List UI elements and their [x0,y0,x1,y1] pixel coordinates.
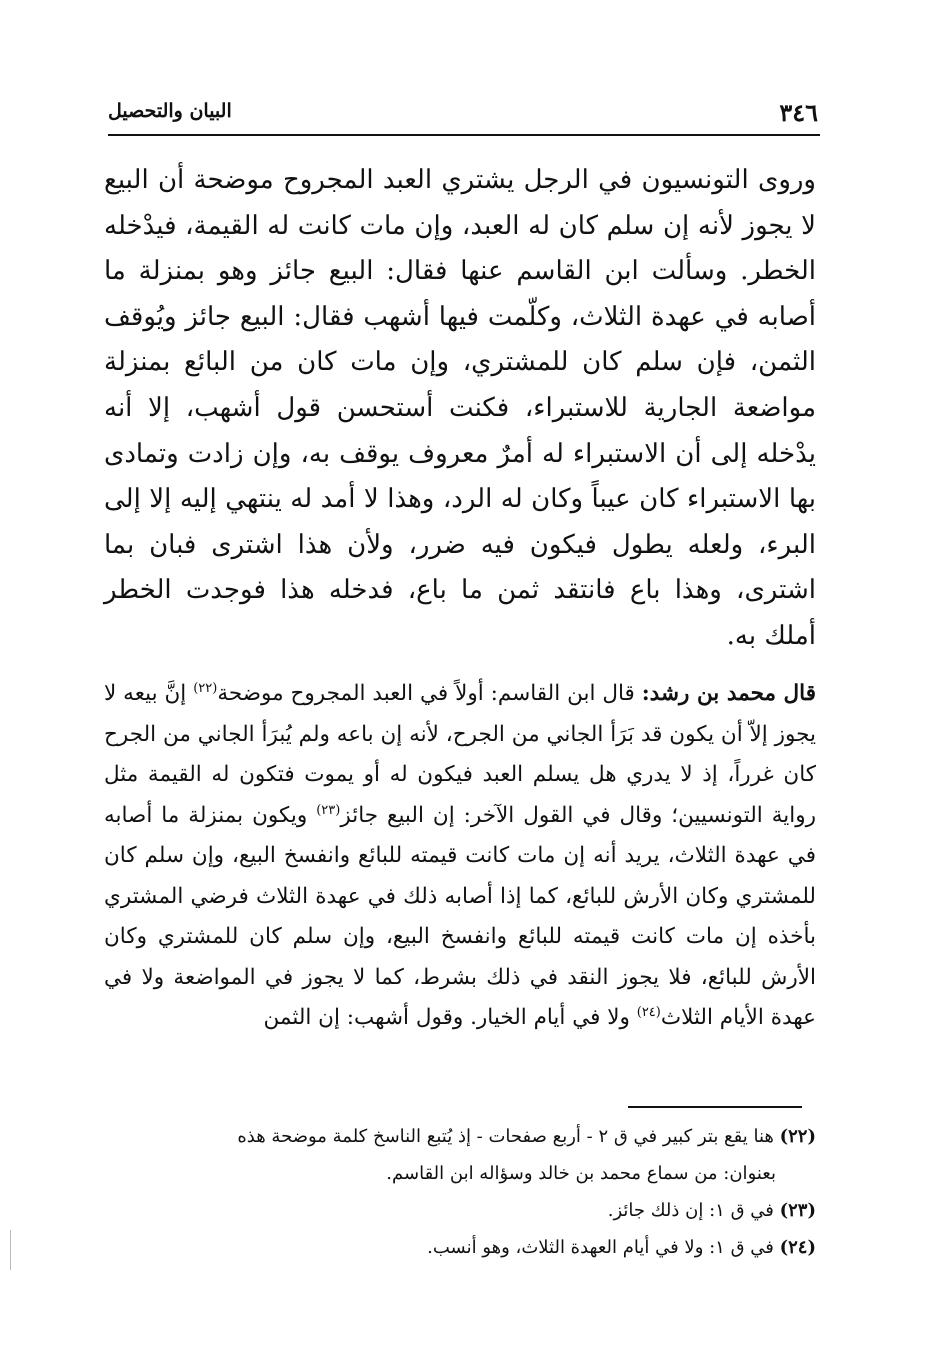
speaker-label: قال محمد بن رشد: [641,681,817,706]
footnote-number: (٢٢) [779,1126,816,1147]
footnote-22 [104,1120,816,1153]
footnote-number: (٢٣) [779,1200,816,1221]
paragraph-commentary [104,674,816,1039]
footnote-24 [104,1231,816,1264]
commentary-part: قال ابن القاسم: أولاً في العبد المجروح موضحة [217,681,642,706]
footnote-text: في ق ١: إن ذلك جائز. [607,1200,780,1221]
footnote-23 [104,1194,816,1227]
paragraph-text: وروى التونسيون في الرجل يشتري العبد المجروح موضحة أن البيع لا يجوز لأنه إن سلم كان له العبد، وإن مات كانت له القيمة، فيدْخله الخطر. وسألت ابن القاسم عنها فقال: البيع جائز وهو بمنزلة ما أصابه في عهدة الثلاث، وكلّمت فيها أشهب فقال: البيع جائز ويُوقف الثمن، فإن سلم كان للمشتري، وإن مات كان من البائع بمنزلة مواضعة الجارية للاستبراء، فكنت أستحسن قول أشهب، إلا أنه يدْخله إلى أن الاستبراء له أمرٌ معروف يوقف به، وإن زادت وتمادى بها الاستبراء كان عيباً وكان له الرد، وهذا لا أمد له ينتهي إليه إلا إلى البرء، ولعله يطول فيكون فيه ضرر، ولأن هذا اشترى فبان بما اشترى، وهذا باع فانتقد ثمن ما باع، فدخله هذا فوجدت الخطر أملك به. [104,165,816,651]
page-number: ٣٤٦ [779,98,818,127]
footnote-22-continuation: بعنوان: من سماع محمد بن خالد وسؤاله ابن القاسم. [386,1163,776,1184]
footnote-ref-23: (٢٣) [316,802,341,818]
footnote-text: هنا يقع بتر كبير في ق ٢ - أربع صفحات - إذ يُتبع الناسخ كلمة موضحة هذه [237,1126,780,1147]
header-divider [108,134,820,136]
commentary-part: إنَّ بيعه لا يجوز إلاّ أن يكون قد بَرَأ الجاني من الجرح، لأنه إن باعه ولم يُبرَأ الجاني من الجرح كان غرراً، إذ لا يدري هل يسلم العبد فيكون له أو يموت فتكون له القيمة مثل رواية التونسيين؛ وقال في القول الآخر: إن البيع جائز [104,681,816,828]
footnote-ref-24: (٢٤) [636,1004,661,1020]
commentary-part: ولا في أيام الخيار. وقول أشهب: إن الثمن [263,1005,637,1030]
commentary-text [104,674,816,1039]
scan-margin-mark [10,1230,11,1270]
paragraph-narration [104,158,816,660]
footnote-ref-22: (٢٢) [193,680,218,696]
footnotes [104,1120,816,1268]
page-header [108,96,818,130]
footnote-number: (٢٤) [779,1237,816,1258]
footnote-text: في ق ١: ولا في أيام العهدة الثلاث، وهو أنسب. [427,1237,780,1258]
footnote-divider [628,1106,802,1108]
running-title: البيان والتحصيل [108,100,232,122]
commentary-part: ويكون بمنزلة ما أصابه في عهدة الثلاث، يريد أنه إن مات كانت قيمته للبائع وانفسخ البيع، وإن سلم كان للمشتري وكان الأرش للبائع، كما إذا أصابه ذلك في عهدة الثلاث فرضي المشتري بأخذه إن مات كانت قيمته للبائع وانفسخ البيع، وإن سلم كان للمشتري وكان الأرش للبائع، فلا يجوز النقد في ذلك بشرط، كما لا يجوز في المواضعة ولا في عهدة الأيام الثلاث [104,802,816,1030]
